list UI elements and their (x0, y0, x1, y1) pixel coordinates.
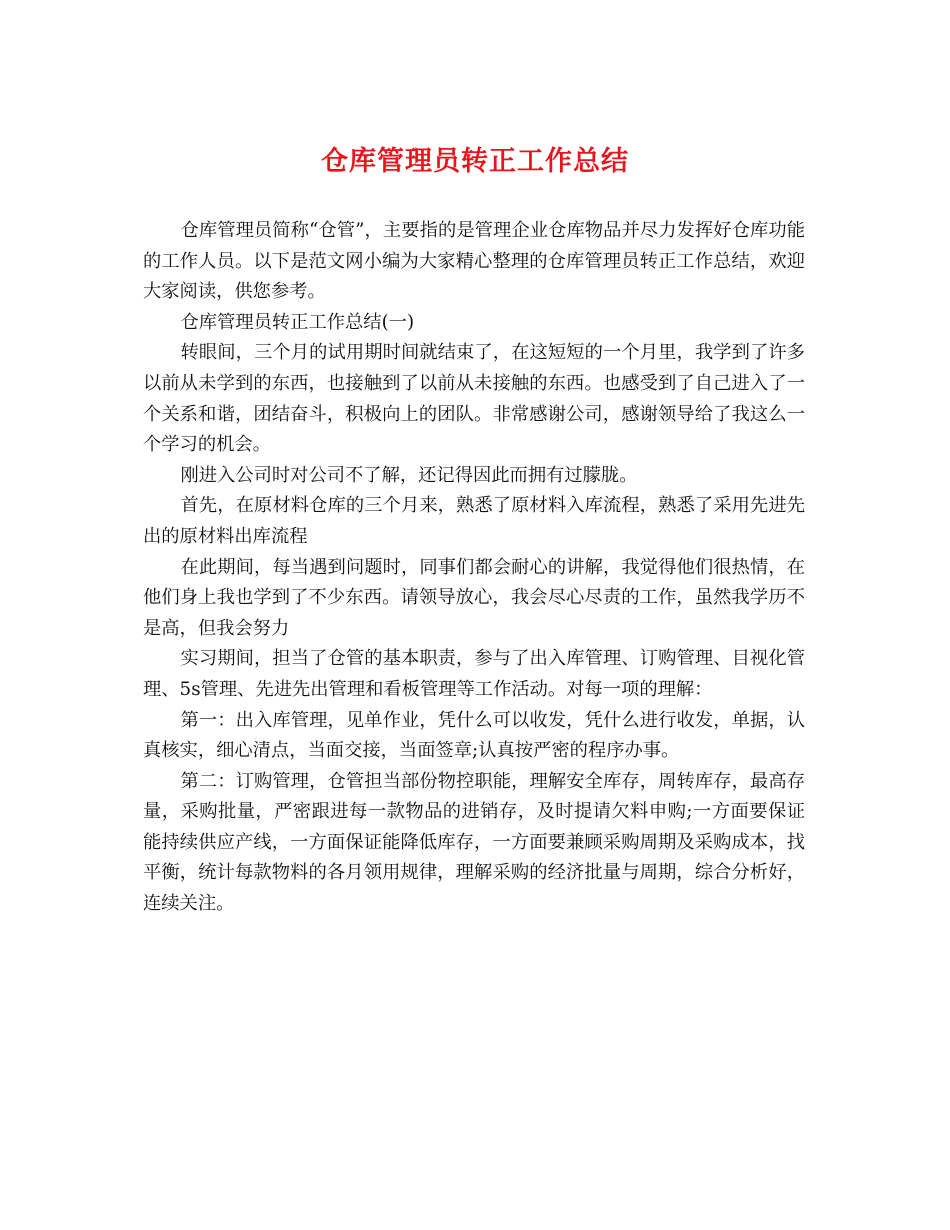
section-heading: 仓库管理员转正工作总结(一) (180, 311, 415, 333)
paragraph: 第一：出入库管理，见单作业，凭什么可以收发，凭什么进行收发，单据，认真核实，细心清点，当面交接，当面签章;认真按严密的程序办事。 (143, 709, 805, 762)
paragraph: 转眼间，三个月的试用期时间就结束了，在这短短的一个月里，我学到了许多以前从未学到的东西，也接触到了以前从未接触的东西。也感受到了自己进入了一个关系和谐，团结奋斗，积极向上的团队。非常感谢公司，感谢领导给了我这么一个学习的机会。 (143, 342, 805, 456)
paragraph: 实习期间，担当了仓管的基本职责，参与了出入库管理、订购管理、目视化管理、5s管理、先进先出管理和看板管理等工作活动。对每一项的理解： (143, 648, 805, 700)
document-body (143, 216, 805, 920)
document-title: 仓库管理员转正工作总结 (321, 146, 629, 177)
paragraph: 在此期间，每当遇到问题时，同事们都会耐心的讲解，我觉得他们很热情，在他们身上我也学到了不少东西。请领导放心，我会尽心尽责的工作，虽然我学历不是高，但我会努力 (143, 556, 805, 639)
paragraph-intro: 仓库管理员简称“仓管”，主要指的是管理企业仓库物品并尽力发挥好仓库功能的工作人员。以下是范文网小编为大家精心整理的仓库管理员转正工作总结，欢迎大家阅读，供您参考。 (143, 220, 805, 303)
paragraph: 第二：订购管理，仓管担当部份物控职能，理解安全库存，周转库存，最高存量，采购批量，严密跟进每一款物品的进销存，及时提请欠料申购;一方面要保证能持续供应产线，一方面保证能降低库存，一方面要兼顾采购周期及采购成本，找平衡，统计每款物料的各月领用规律，理解采购的经济批量与周期，综合分析好，连续关注。 (143, 770, 805, 915)
paragraph: 刚进入公司时对公司不了解，还记得因此而拥有过朦胧。 (180, 464, 638, 486)
paragraph: 首先，在原材料仓库的三个月来，熟悉了原材料入库流程，熟悉了采用先进先出的原材料出库流程 (143, 495, 805, 547)
